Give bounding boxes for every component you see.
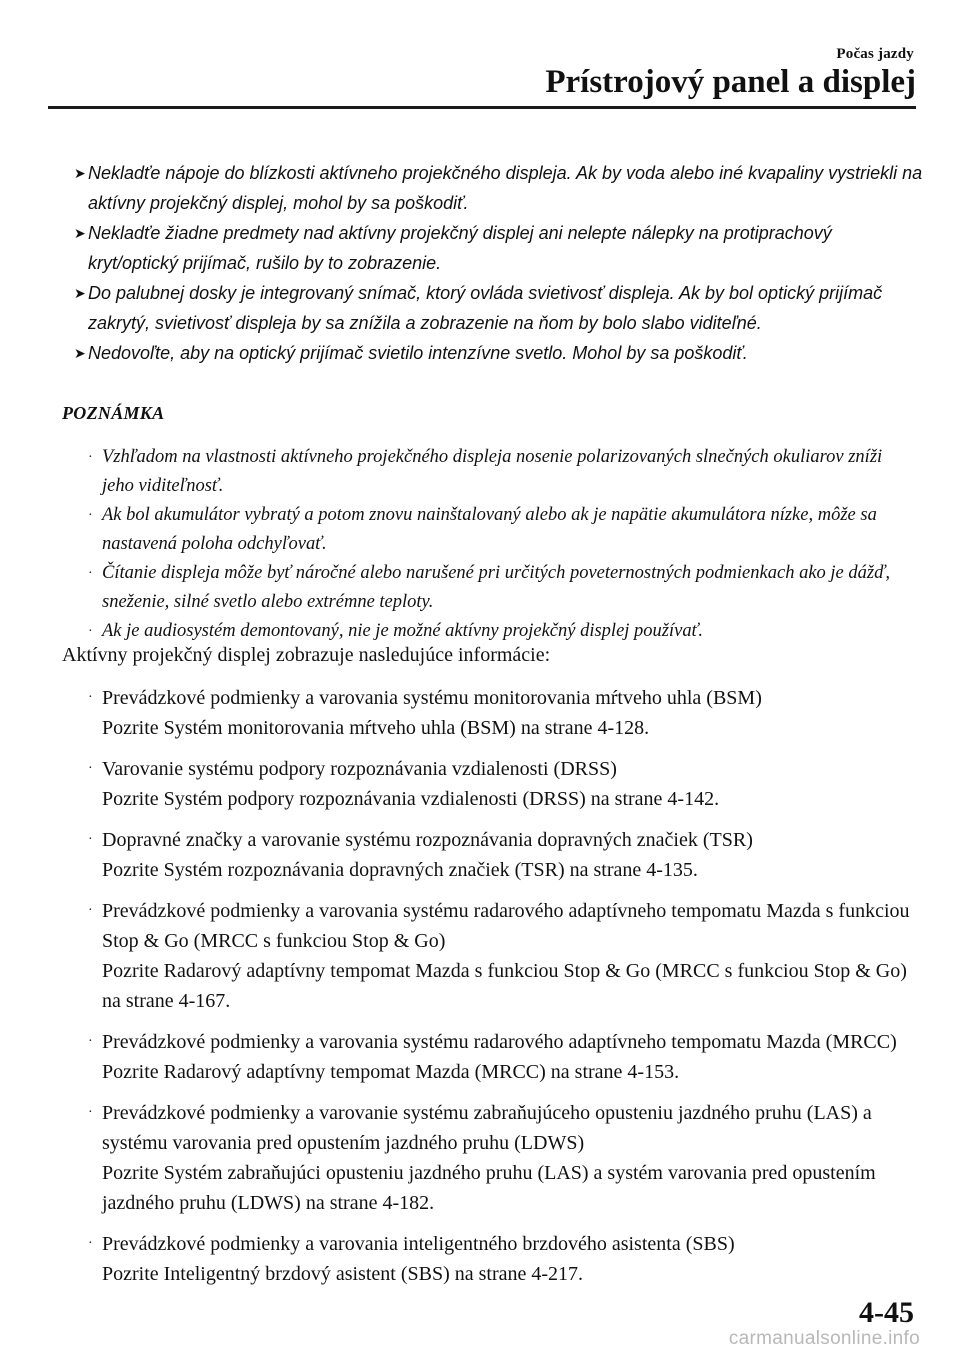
info-item-text: Prevádzkové podmienky a varovania systému radarového adaptívneho tempomatu Mazda s funkciou Stop & Go (MRCC s funkciou Stop & Go) Pozrite Radarový adaptívny tempomat Mazda s funkciou Stop & Go (MRCC s funkciou Stop & Go) na strane 4-167. — [102, 900, 910, 1012]
info-item — [88, 825, 918, 885]
info-item-text: Dopravné značky a varovanie systému rozpoznávania dopravných značiek (TSR) Pozrite Systém rozpoznávania dopravných značiek (TSR) na strane 4-135. — [102, 829, 753, 881]
bullet-dot-icon: · — [88, 832, 93, 847]
caution-list — [74, 158, 924, 368]
page-number: 4-45 — [859, 1296, 914, 1329]
arrow-bullet-icon: ➤ — [74, 345, 86, 361]
caution-text: Do palubnej dosky je integrovaný snímač, ktorý ovláda svietivosť displeja. Ak by bol optický prijímač zakrytý, svietivosť displeja by sa znížila a zobrazenie na ňom by bolo slabo viditeľné. — [88, 283, 883, 333]
info-item — [88, 754, 918, 814]
page-title: Prístrojový panel a displej — [545, 64, 916, 100]
info-item — [88, 896, 918, 1016]
bullet-dot-icon: · — [88, 624, 93, 639]
note-item — [88, 501, 918, 559]
caution-item — [74, 278, 924, 338]
bullet-dot-icon: · — [88, 508, 93, 523]
info-item — [88, 1098, 918, 1218]
note-text: Vzhľadom na vlastnosti aktívneho projekčného displeja nosenie polarizovaných slnečných okuliarov zníži jeho viditeľnosť. — [102, 447, 883, 496]
note-item — [88, 617, 918, 646]
note-item — [88, 559, 918, 617]
caution-item — [74, 218, 924, 278]
bullet-dot-icon: · — [88, 690, 93, 705]
note-list — [88, 443, 918, 646]
note-item — [88, 443, 918, 501]
info-item-text: Prevádzkové podmienky a varovania inteligentného brzdového asistenta (SBS) Pozrite Inteligentný brzdový asistent (SBS) na strane 4-217. — [102, 1233, 735, 1285]
bullet-dot-icon: · — [88, 903, 93, 918]
info-item — [88, 1229, 918, 1289]
section-name: Počas jazdy — [836, 46, 914, 62]
info-item-text: Prevádzkové podmienky a varovania systému radarového adaptívneho tempomatu Mazda (MRCC) Pozrite Radarový adaptívny tempomat Mazda (MRCC) na strane 4-153. — [102, 1031, 897, 1083]
info-item — [88, 1027, 918, 1087]
caution-text: Nekladťe žiadne predmety nad aktívny projekčný displej ani nelepte nálepky na protiprachový kryt/optický prijímač, rušilo by to zobrazenie. — [88, 223, 832, 273]
bullet-dot-icon: · — [88, 450, 93, 465]
arrow-bullet-icon: ➤ — [74, 225, 86, 241]
info-item-text: Varovanie systému podpory rozpoznávania vzdialenosti (DRSS) Pozrite Systém podpory rozpoznávania vzdialenosti (DRSS) na strane 4-142. — [102, 758, 720, 810]
caution-text: Nedovoľte, aby na optický prijímač svietilo intenzívne svetlo. Mohol by sa poškodiť. — [88, 343, 748, 363]
arrow-bullet-icon: ➤ — [74, 165, 86, 181]
note-text: Ak bol akumulátor vybratý a potom znovu nainštalovaný alebo ak je napätie akumulátora nízke, môže sa nastavená poloha odchyľovať. — [102, 505, 877, 554]
watermark-link[interactable]: carmanualsonline.info — [728, 1328, 920, 1349]
intro-text: Aktívny projekčný displej zobrazuje nasledujúce informácie: — [62, 644, 551, 666]
info-list — [88, 683, 918, 1300]
note-text: Čítanie displeja môže byť náročné alebo narušené pri určitých poveternostných podmienkach ako je dážď, sneženie, silné svetlo alebo extrémne teploty. — [102, 563, 890, 612]
caution-item — [74, 338, 924, 368]
page-header — [0, 0, 960, 112]
bullet-dot-icon: · — [88, 1236, 93, 1251]
bullet-dot-icon: · — [88, 1105, 93, 1120]
arrow-bullet-icon: ➤ — [74, 285, 86, 301]
caution-text: Nekladťe nápoje do blízkosti aktívneho projekčného displeja. Ak by voda alebo iné kvapaliny vystriekli na aktívny projekčný displej, mohol by sa poškodiť. — [88, 163, 923, 213]
note-heading: POZNÁMKA — [62, 403, 165, 423]
header-rule — [48, 106, 916, 109]
note-text: Ak je audiosystém demontovaný, nie je možné aktívny projekčný displej používať. — [102, 621, 703, 641]
info-item — [88, 683, 918, 743]
bullet-dot-icon: · — [88, 761, 93, 776]
bullet-dot-icon: · — [88, 1034, 93, 1049]
info-item-text: Prevádzkové podmienky a varovania systému monitorovania mŕtveho uhla (BSM) Pozrite Systém monitorovania mŕtveho uhla (BSM) na strane 4-128. — [102, 687, 762, 739]
bullet-dot-icon: · — [88, 566, 93, 581]
caution-item — [74, 158, 924, 218]
info-item-text: Prevádzkové podmienky a varovanie systému zabraňujúceho opusteniu jazdného pruhu (LAS) a systému varovania pred opustením jazdného pruhu (LDWS) Pozrite Systém zabraňujúci opusteniu jazdného pruhu (LAS) a systém varovania pred opustením jazdného pruhu (LDWS) na strane 4-182. — [102, 1102, 876, 1214]
